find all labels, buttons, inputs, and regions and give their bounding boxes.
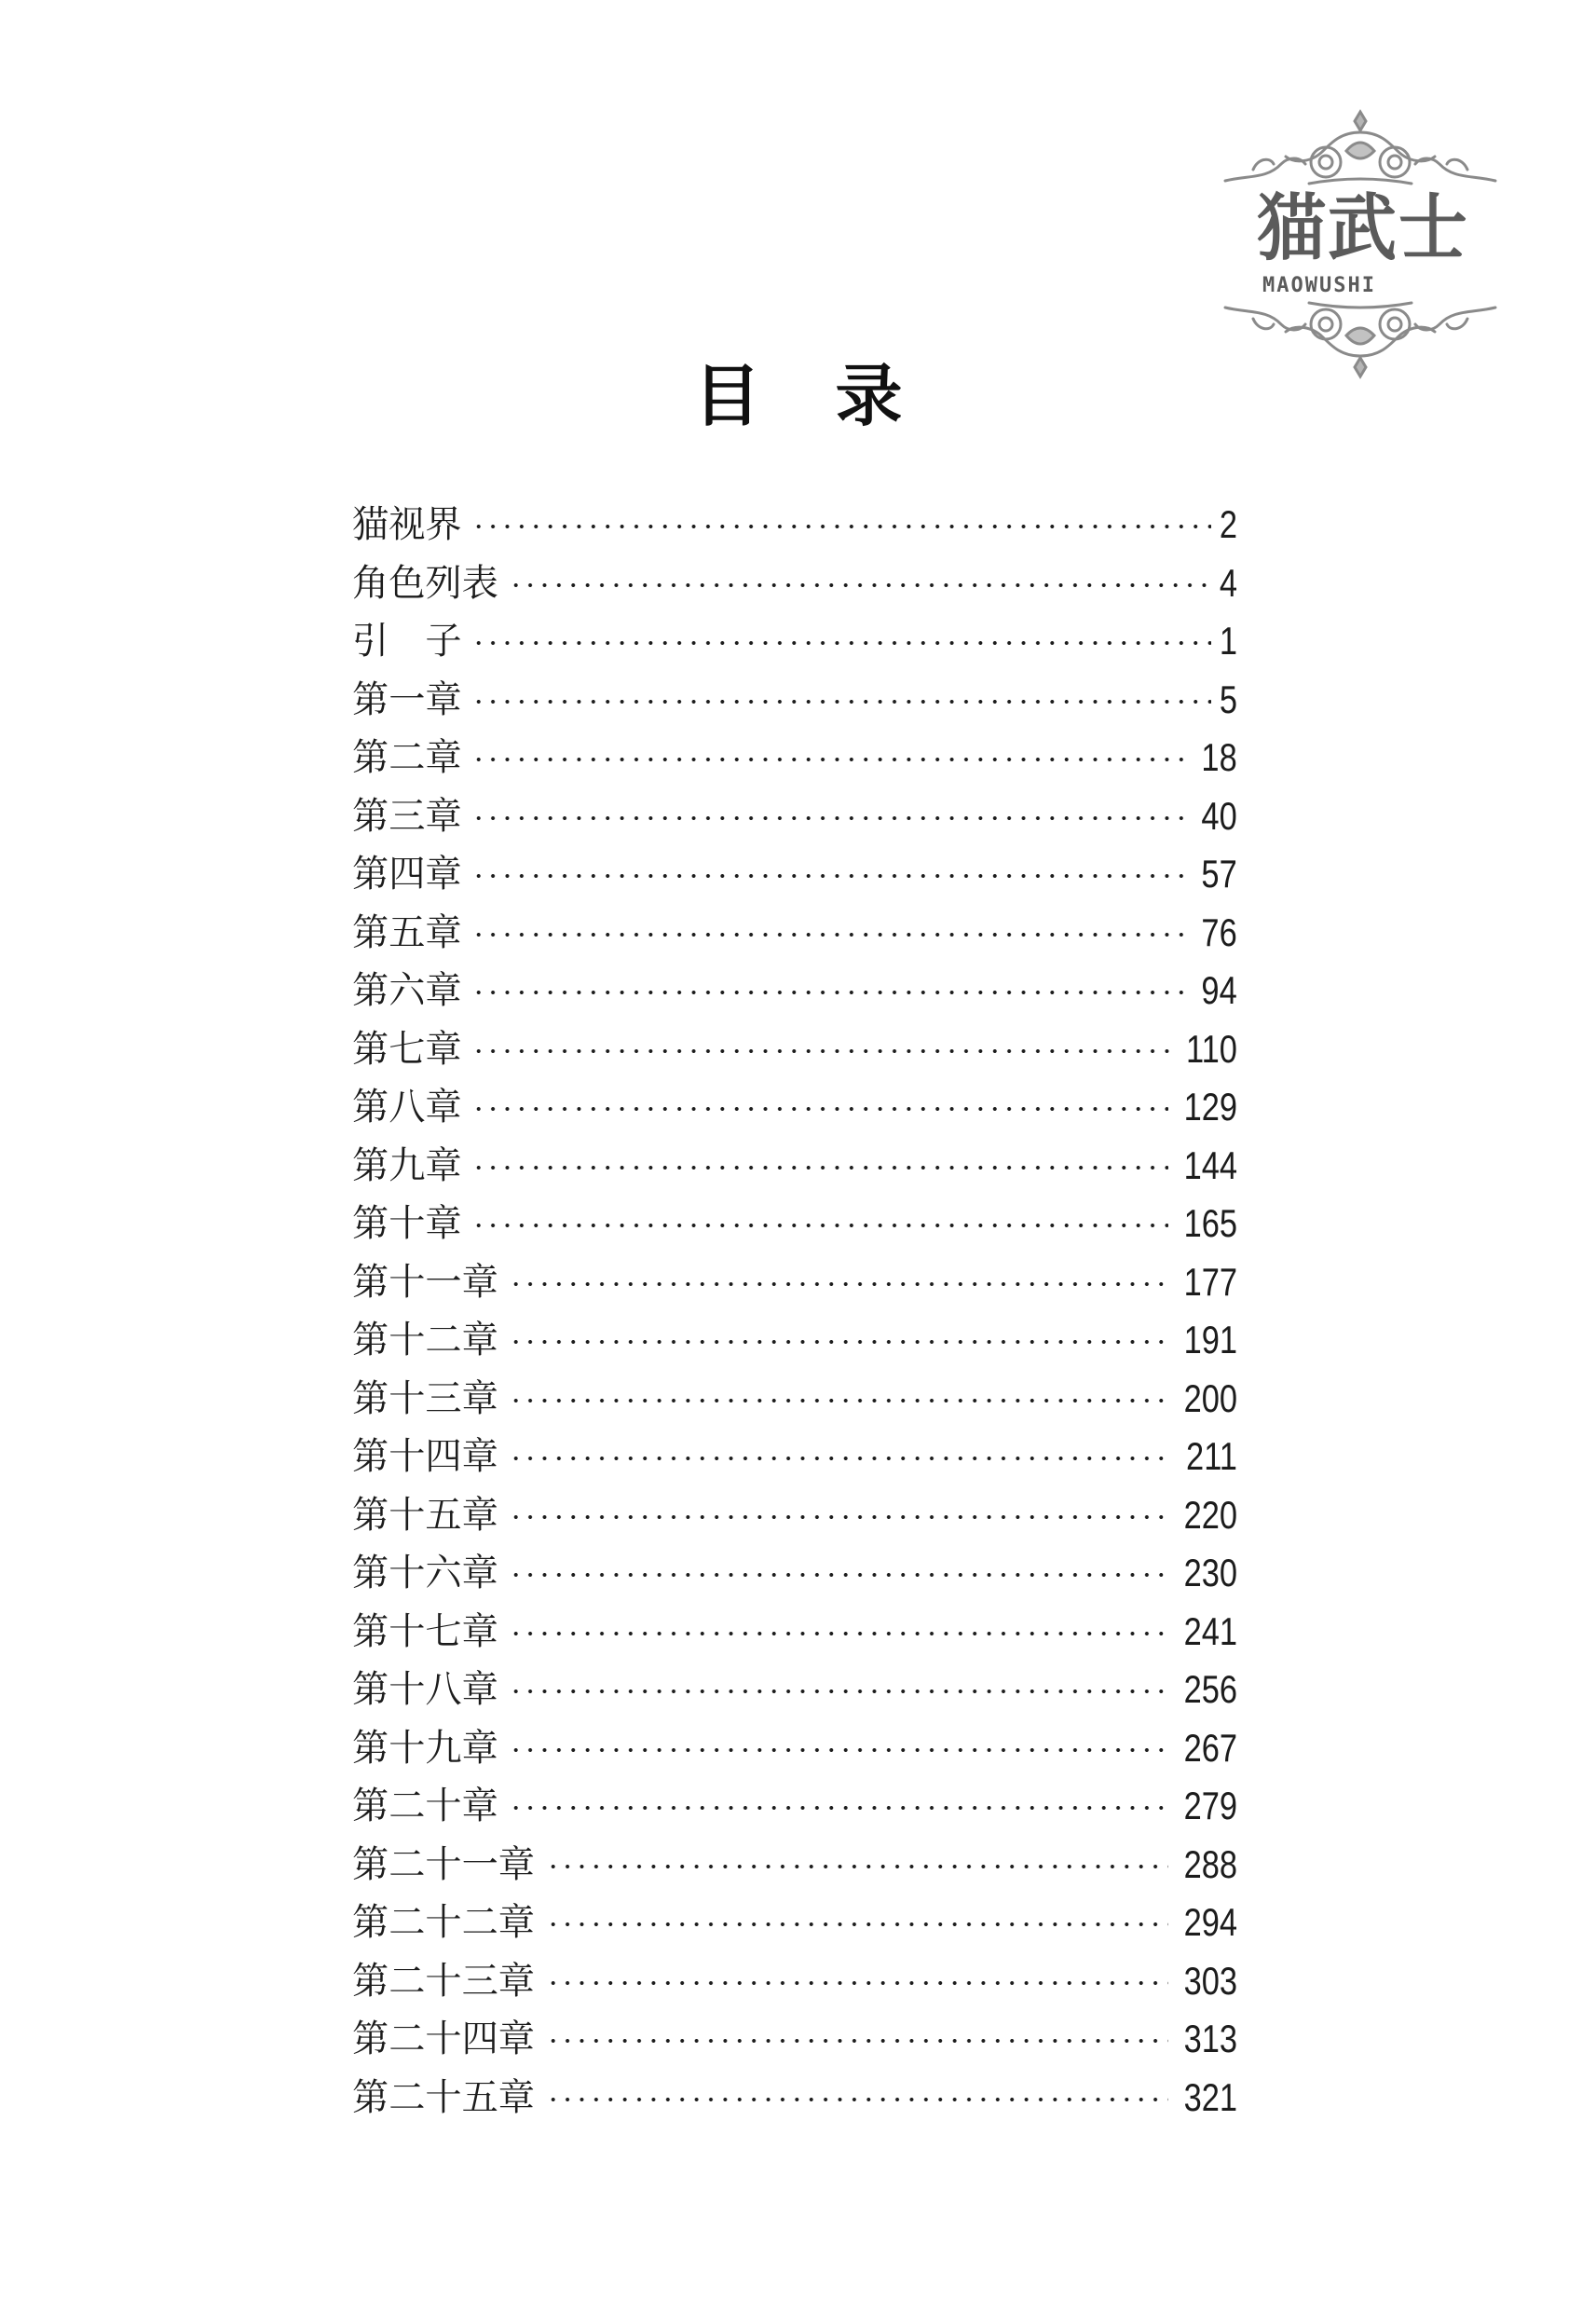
toc-entry[interactable]: [352, 612, 1237, 671]
toc-entry-label: 第一章: [352, 677, 462, 721]
page-title: [0, 354, 1596, 438]
toc-entry-page: 2: [1219, 502, 1237, 546]
toc-entry[interactable]: [352, 2069, 1237, 2127]
toc-entry[interactable]: [352, 1544, 1237, 1603]
maowushi-logo: [1216, 104, 1505, 384]
dot-leader: [546, 1864, 1168, 1869]
page-title-char-1: 目: [693, 356, 761, 435]
dot-leader: [509, 1747, 1168, 1753]
toc-entry-label: 引 子: [352, 620, 462, 663]
dot-leader: [471, 873, 1190, 879]
toc-entry-page: 110: [1186, 1026, 1237, 1071]
toc-entry[interactable]: [352, 845, 1237, 904]
dot-leader: [509, 1514, 1168, 1520]
dot-leader: [509, 1689, 1168, 1694]
dot-leader: [471, 932, 1190, 937]
toc-entry-page: 5: [1219, 677, 1237, 721]
toc-entry[interactable]: [352, 1661, 1237, 1719]
toc-entry-label: 角色列表: [352, 561, 498, 605]
toc-entry-page: 94: [1201, 968, 1237, 1012]
toc-entry-label: 第二十章: [352, 1785, 498, 1827]
toc-entry-label: 第二章: [352, 736, 462, 779]
toc-entry[interactable]: [352, 962, 1237, 1020]
logo-title-en: MAOWUSHI: [1262, 274, 1376, 297]
toc-entry[interactable]: [352, 1603, 1237, 1662]
dot-leader: [546, 2097, 1168, 2102]
dot-leader: [509, 1339, 1168, 1345]
toc-entry-label: 第十六章: [352, 1552, 498, 1594]
toc-entry-label: 第五章: [352, 910, 462, 954]
toc-entry-page: 18: [1201, 735, 1237, 779]
page-title-char-2: 录: [835, 356, 903, 435]
toc-entry[interactable]: [352, 1195, 1237, 1253]
toc-entry[interactable]: [352, 1137, 1237, 1196]
toc-entry-label: 第八章: [352, 1086, 462, 1129]
toc-entry-page: 211: [1186, 1434, 1237, 1478]
dot-leader: [509, 1456, 1171, 1461]
toc-entry[interactable]: [352, 496, 1237, 554]
dot-leader: [471, 1165, 1168, 1170]
toc-entry-page: 57: [1201, 852, 1237, 896]
toc-entry[interactable]: [352, 1428, 1237, 1486]
table-of-contents: [352, 496, 1237, 2127]
toc-entry-label: 第三章: [352, 794, 462, 838]
logo-title-cn: 猫武士: [1257, 185, 1469, 271]
toc-entry[interactable]: [352, 1719, 1237, 1778]
dot-leader: [471, 524, 1211, 529]
toc-entry-page: 256: [1183, 1667, 1237, 1711]
toc-entry-page: 40: [1201, 793, 1237, 838]
dot-leader: [471, 757, 1190, 762]
toc-entry-label: 第二十五章: [352, 2075, 535, 2119]
toc-entry[interactable]: [352, 2010, 1237, 2069]
dot-leader: [471, 1223, 1168, 1228]
dot-leader: [509, 1398, 1168, 1403]
toc-entry-label: 第十五章: [352, 1493, 498, 1537]
toc-entry[interactable]: [352, 1370, 1237, 1429]
toc-entry-label: 第二十一章: [352, 1842, 535, 1886]
toc-entry-page: 177: [1183, 1259, 1237, 1304]
toc-entry[interactable]: [352, 1078, 1237, 1137]
toc-entry-label: 第十八章: [352, 1668, 498, 1711]
toc-entry-page: 165: [1183, 1201, 1237, 1245]
toc-entry-label: 第二十三章: [352, 1959, 535, 2003]
toc-entry-label: 第二十四章: [352, 2018, 535, 2060]
dot-leader: [546, 2038, 1168, 2044]
toc-entry-label: 第四章: [352, 853, 462, 896]
dot-leader: [509, 1281, 1168, 1287]
toc-entry-label: 第十二章: [352, 1319, 498, 1361]
toc-entry[interactable]: [352, 1777, 1237, 1836]
toc-entry-label: 第二十二章: [352, 1901, 535, 1944]
toc-entry-page: 267: [1183, 1725, 1237, 1770]
toc-entry-page: 279: [1183, 1784, 1237, 1827]
toc-entry-label: 第十七章: [352, 1609, 498, 1653]
toc-entry-page: 191: [1183, 1318, 1237, 1361]
toc-entry[interactable]: [352, 904, 1237, 963]
dot-leader: [509, 1805, 1168, 1811]
toc-entry-page: 1: [1219, 619, 1237, 663]
toc-entry-page: 294: [1183, 1900, 1237, 1944]
toc-entry[interactable]: [352, 1311, 1237, 1370]
toc-entry-page: 241: [1183, 1608, 1237, 1653]
toc-entry-label: 第六章: [352, 969, 462, 1012]
toc-entry-page: 144: [1183, 1142, 1237, 1187]
dot-leader: [471, 1048, 1171, 1054]
dot-leader: [471, 815, 1190, 821]
toc-entry-label: 第十三章: [352, 1376, 498, 1420]
toc-entry[interactable]: [352, 1253, 1237, 1312]
toc-entry[interactable]: [352, 729, 1237, 787]
toc-entry-page: 200: [1183, 1375, 1237, 1420]
toc-entry[interactable]: [352, 1952, 1237, 2011]
toc-entry-label: 第九章: [352, 1143, 462, 1187]
toc-entry-page: 220: [1183, 1492, 1237, 1537]
toc-entry-page: 321: [1183, 2074, 1237, 2119]
toc-entry-page: 4: [1219, 560, 1237, 605]
toc-entry-label: 第十一章: [352, 1260, 498, 1304]
dot-leader: [546, 1922, 1168, 1927]
toc-entry-page: 288: [1183, 1841, 1237, 1886]
toc-entry-page: 129: [1183, 1085, 1237, 1129]
toc-entry[interactable]: [352, 671, 1237, 730]
dot-leader: [471, 990, 1190, 995]
dot-leader: [509, 582, 1211, 588]
toc-entry[interactable]: [352, 554, 1237, 613]
toc-entry[interactable]: [352, 1836, 1237, 1895]
dot-leader: [471, 699, 1211, 705]
toc-entry-page: 303: [1183, 1958, 1237, 2003]
toc-entry-page: 76: [1201, 910, 1237, 954]
toc-entry-label: 第十九章: [352, 1726, 498, 1770]
dot-leader: [509, 1631, 1168, 1636]
toc-entry[interactable]: [352, 787, 1237, 846]
toc-entry-label: 第十章: [352, 1202, 462, 1245]
toc-entry[interactable]: [352, 1894, 1237, 1952]
toc-entry-label: 第十四章: [352, 1435, 498, 1478]
dot-leader: [546, 1980, 1168, 1986]
toc-entry[interactable]: [352, 1486, 1237, 1545]
dot-leader: [509, 1572, 1168, 1578]
toc-entry-label: 猫视界: [352, 503, 462, 546]
toc-entry-label: 第七章: [352, 1027, 462, 1071]
toc-entry-page: 230: [1183, 1551, 1237, 1594]
toc-entry-page: 313: [1183, 2017, 1237, 2060]
dot-leader: [471, 640, 1211, 646]
dot-leader: [471, 1106, 1168, 1112]
toc-entry[interactable]: [352, 1020, 1237, 1079]
